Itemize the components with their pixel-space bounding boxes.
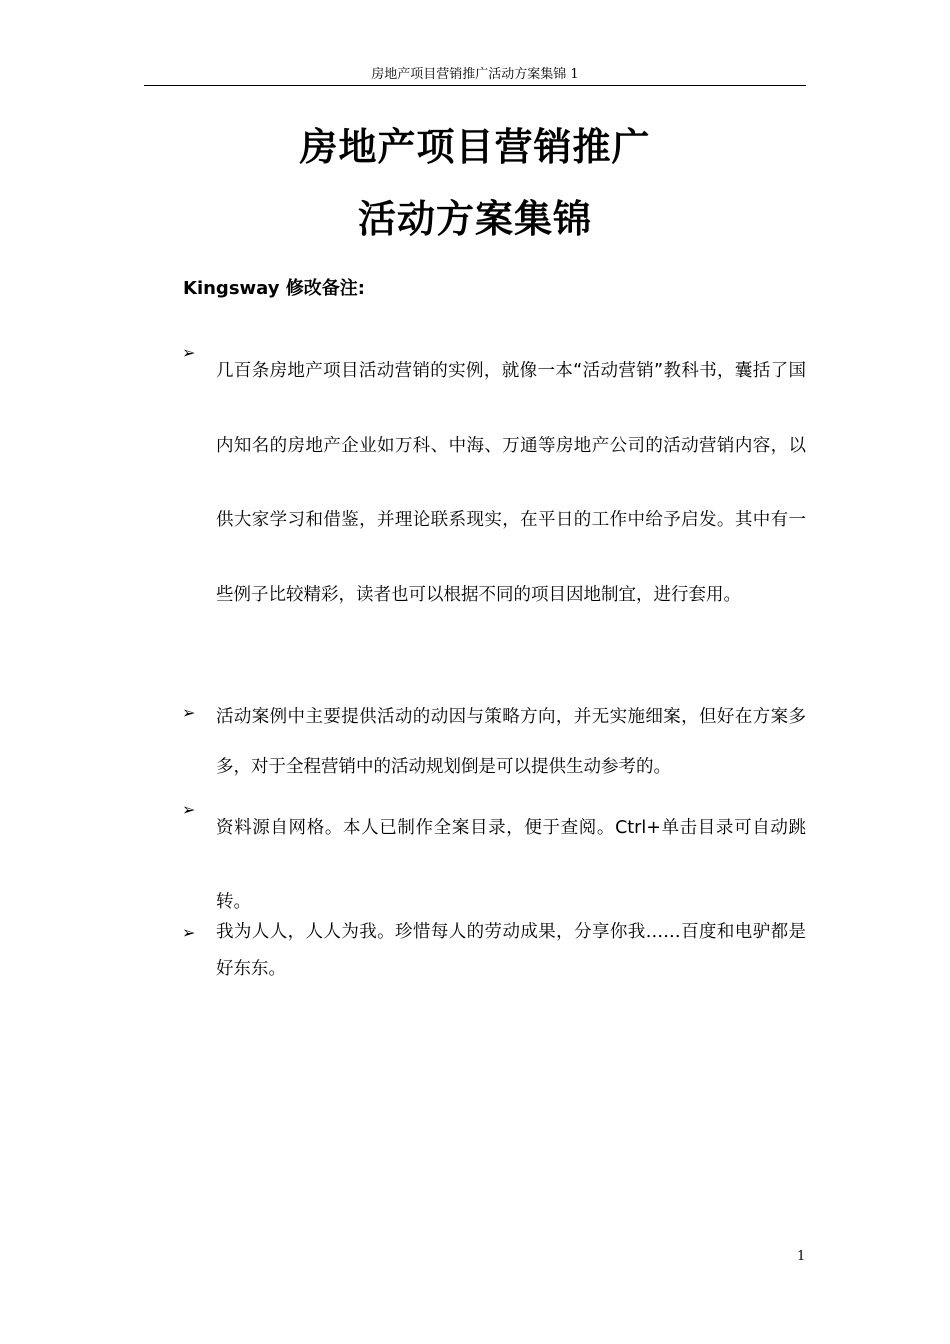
bullet-arrow-icon: ➢ [182,703,196,722]
note-item-3-text-b: 。 [233,892,251,912]
running-header: 房地产项目营销推广活动方案集锦 1 [371,67,579,82]
note-item-1-text-b: 产项目 [305,361,359,381]
note-item-2-text-b: 动因与策略方向，并无实施细案，但好在方案多多，对于全程营销中的活动规划倒是可以提供生动参考的。 [216,707,806,777]
bullet-arrow-icon: ➢ [182,923,196,942]
note-item-1-text-a: 几百条房地 [216,361,306,381]
header-divider [144,85,806,86]
document-title-line-1: 房地产项目营销推广 [299,125,651,169]
note-item-2 [216,692,806,792]
document-title-line-2: 活动方案集锦 [357,197,592,241]
notes-heading: Kingsway 修改备注: [183,278,365,299]
page-number: 1 [797,1249,806,1264]
bullet-arrow-icon: ➢ [182,800,196,819]
note-item-3-text-a: 资料源自网格。本人已制作全案目录，便于查阅。Ctrl+单击目录可自动跳转 [216,818,806,912]
note-item-1 [216,334,806,632]
note-item-1-text-c: 活动营销的实例，就像一本“活动营销”教科书，囊括了国内知名的房地产企业如万科、中海、万通等房地产公司的活动营销内容，以供大家学习和借鉴，并理论联系现实，在平日的工作中给予启发。其中有一些例子比较精彩，读者也可以根据不同的项目因地制宜，进行套用。 [216,361,806,605]
note-item-4: 我为人人，人人为我。珍惜每人的劳动成果，分享你我……百度和电驴都是好东东。 [216,922,806,979]
note-item-2-text-a: 活动案例中主要提供活动的 [216,707,431,727]
bullet-arrow-icon: ➢ [182,343,196,362]
